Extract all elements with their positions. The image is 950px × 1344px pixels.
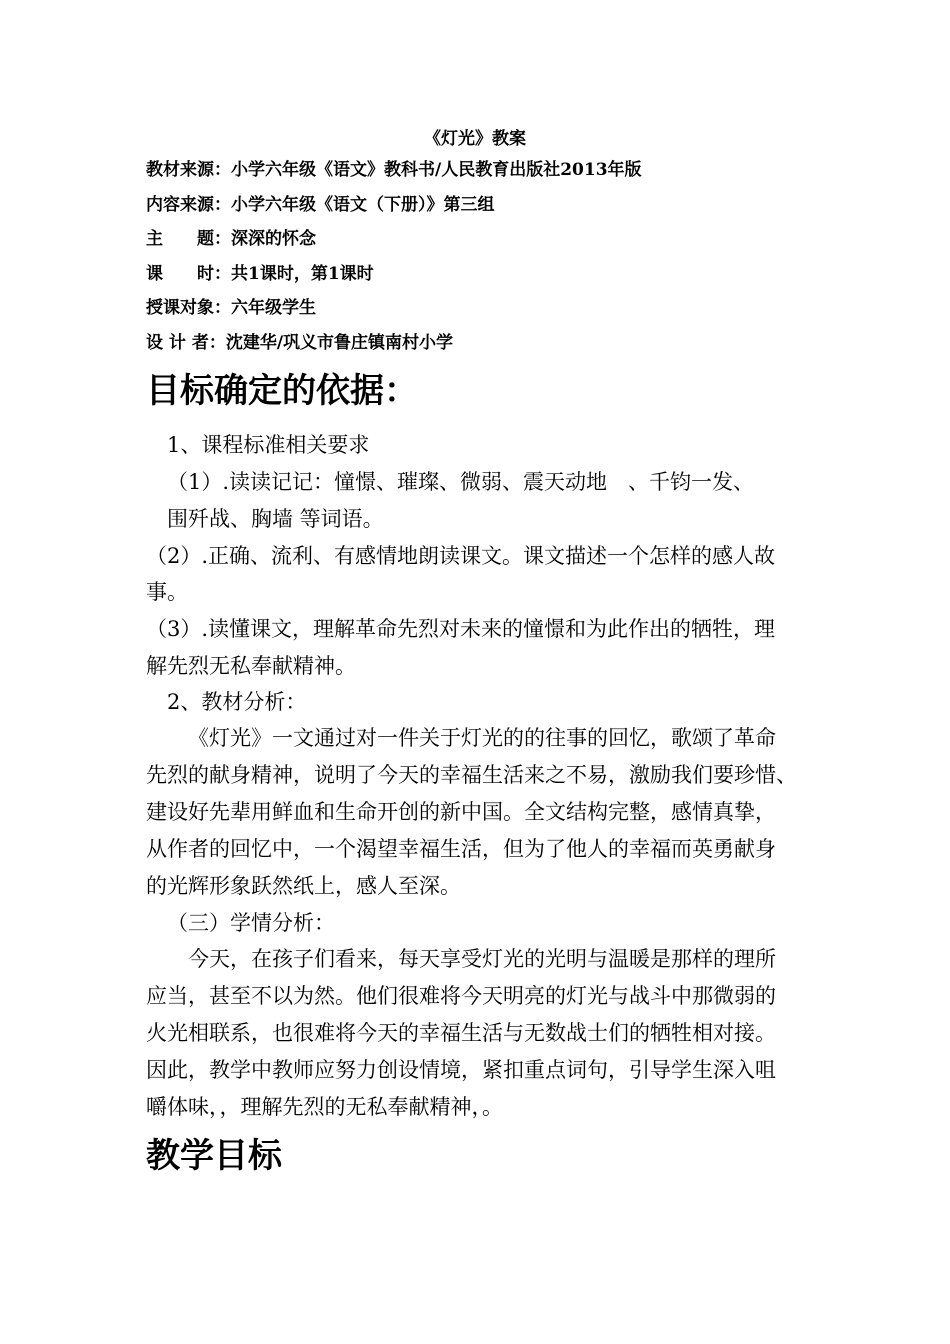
meta-value: 沈建华/巩义市鲁庄镇南村小学 [225,333,454,353]
analysis-line: 建设好先辈用鲜血和生命开创的新中国。全文结构完整，感情真挚， [146,800,776,824]
requirement-3-line-1: （3）.读懂课文，理解革命先烈对未来的憧憬和为此作出的牺牲，理 [146,617,776,641]
meta-class-hours [146,261,374,287]
meta-label: 课 时： [146,264,231,284]
learner-line: 因此，教学中教师应努力创设情境，紧扣重点词句，引导学生深入咀 [146,1058,776,1082]
requirement-2-line-2: 事。 [146,580,188,604]
analysis-line: 先烈的献身精神，说明了今天的幸福生活来之不易，激励我们要珍惜、 [146,763,797,787]
meta-label: 设 计 者： [146,333,226,353]
requirement-2-line-1: （2）.正确、流利、有感情地朗读课文。课文描述一个怎样的感人故 [146,544,776,568]
section-textbook-analysis: 2、教材分析： [167,690,307,714]
meta-textbook-source [146,157,642,183]
heading-goal-basis: 目标确定的依据： [146,371,418,411]
document-title: 《灯光》教案 [424,129,526,149]
section-curriculum-standards: 1、课程标准相关要求 [167,433,370,457]
meta-label: 授课对象： [146,298,231,318]
requirement-3-line-2: 解先烈无私奉献精神。 [146,654,356,678]
analysis-line: 的光辉形象跃然纸上，感人至深。 [146,874,461,898]
learner-line: 今天，在孩子们看来，每天享受灯光的光明与温暖是那样的理所 [188,947,776,971]
meta-designer [146,330,453,356]
meta-content-source [146,192,495,218]
analysis-line: 《灯光》一文通过对一件关于灯光的的往事的回忆，歌颂了革命 [188,726,776,750]
learner-line: 火光相联系，也很难将今天的幸福生活与无数战士们的牺牲相对接。 [146,1021,776,1045]
meta-label: 内容来源： [146,195,231,215]
meta-value: 小学六年级《语文》教科书/人民教育出版社2013年版 [231,160,642,180]
meta-audience [146,295,316,321]
heading-teaching-goals: 教学目标 [146,1136,282,1176]
requirement-1-line-1: （1）.读读记记：憧憬、璀璨、微弱、震天动地 、千钧一发、 [167,470,755,494]
section-learner-analysis: （三）学情分析： [167,911,335,935]
analysis-line: 从作者的回忆中，一个渴望幸福生活，但为了他人的幸福而英勇献身 [146,837,776,861]
meta-label: 主 题： [146,229,231,249]
meta-value: 六年级学生 [231,298,316,318]
meta-theme [146,226,316,252]
meta-value: 深深的怀念 [231,229,316,249]
learner-line: 嚼体味，，理解先烈的无私奉献精神，。 [146,1095,503,1119]
learner-line: 应当，甚至不以为然。他们很难将今天明亮的灯光与战斗中那微弱的 [146,984,776,1008]
meta-label: 教材来源： [146,160,231,180]
meta-value: 小学六年级《语文（下册）》第三组 [231,195,495,215]
requirement-1-line-2: 围歼战、胸墙 等词语。 [167,507,384,531]
meta-value: 共1课时，第1课时 [231,264,374,284]
